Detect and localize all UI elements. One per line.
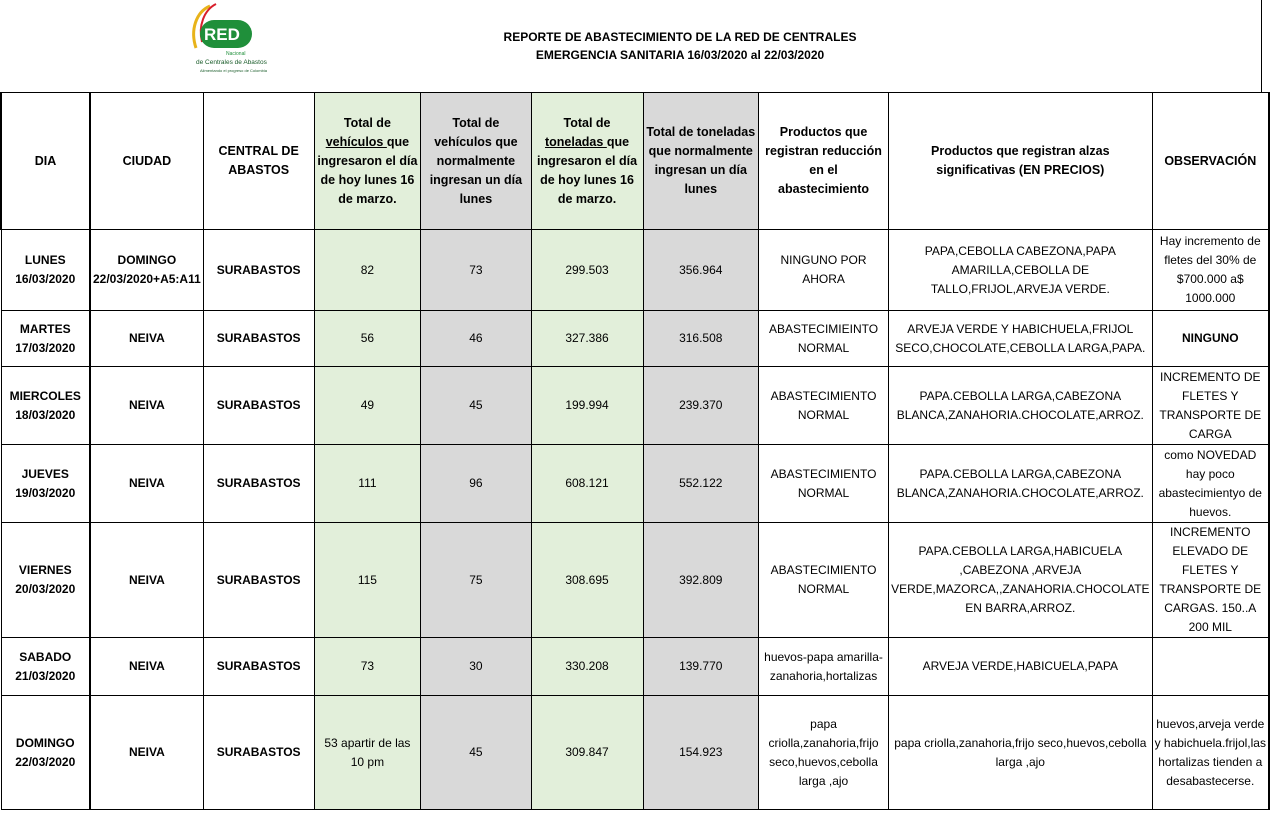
cell-dia: DOMINGO 22/03/2020 [1, 696, 90, 810]
cell-observacion: INCREMENTO DE FLETES Y TRANSPORTE DE CARGA [1152, 367, 1269, 445]
cell-dia: LUNES 16/03/2020 [1, 230, 90, 311]
col-header-toneladas-ingresaron: Total de toneladas que ingresaron el día de hoy lunes 16 de marzo. [531, 93, 643, 230]
cell-toneladas-normal: 239.370 [643, 367, 758, 445]
cell-dia: JUEVES 19/03/2020 [1, 445, 90, 523]
red-logo [182, 2, 272, 80]
svg-text:RED: RED [204, 25, 240, 44]
cell-toneladas-normal: 356.964 [643, 230, 758, 311]
cell-toneladas-normal: 392.809 [643, 523, 758, 638]
cell-toneladas-normal: 139.770 [643, 638, 758, 696]
cell-vehiculos-normal: 45 [421, 696, 531, 810]
cell-central: SURABASTOS [203, 696, 314, 810]
cell-central: SURABASTOS [203, 445, 314, 523]
table-row [1, 367, 1269, 445]
cell-ciudad: NEIVA [90, 367, 203, 445]
table-row [1, 311, 1269, 367]
col-header-vehiculos-ingresaron: Total de vehículos que ingresaron el día de hoy lunes 16 de marzo. [314, 93, 421, 230]
cell-vehiculos-ingresaron: 82 [314, 230, 421, 311]
col-header-ciudad: CIUDAD [90, 93, 203, 230]
table-row [1, 523, 1269, 638]
cell-central: SURABASTOS [203, 230, 314, 311]
cell-alzas: PAPA,CEBOLLA CABEZONA,PAPA AMARILLA,CEBOLLA DE TALLO,FRIJOL,ARVEJA VERDE. [889, 230, 1152, 311]
table-row [1, 445, 1269, 523]
cell-observacion: INCREMENTO ELEVADO DE FLETES Y TRANSPORTE DE CARGAS. 150..A 200 MIL [1152, 523, 1269, 638]
cell-observacion: Hay incremento de fletes del 30% de $700.000 a$ 1000.000 [1152, 230, 1269, 311]
svg-text:Nacional: Nacional [226, 51, 246, 57]
col-header-vehiculos-normal: Total de vehículos que normalmente ingresan un día lunes [421, 93, 531, 230]
cell-alzas: PAPA.CEBOLLA LARGA,CABEZONA BLANCA,ZANAHORIA.CHOCOLATE,ARROZ. [889, 445, 1152, 523]
cell-dia: SABADO 21/03/2020 [1, 638, 90, 696]
sheet-border [1261, 0, 1262, 92]
cell-vehiculos-ingresaron: 111 [314, 445, 421, 523]
cell-vehiculos-normal: 75 [421, 523, 531, 638]
col-header-reduccion: Productos que registran reducción en el abastecimiento [759, 93, 889, 230]
cell-vehiculos-ingresaron: 73 [314, 638, 421, 696]
cell-ciudad: NEIVA [90, 523, 203, 638]
cell-toneladas-ingresaron: 308.695 [531, 523, 643, 638]
header-row [1, 93, 1269, 230]
cell-toneladas-ingresaron: 299.503 [531, 230, 643, 311]
cell-central: SURABASTOS [203, 311, 314, 367]
cell-central: SURABASTOS [203, 367, 314, 445]
cell-ciudad: NEIVA [90, 311, 203, 367]
cell-ciudad: DOMINGO 22/03/2020+A5:A11 [90, 230, 203, 311]
report-title [450, 28, 910, 64]
cell-reduccion: papa criolla,zanahoria,frijo seco,huevos,cebolla larga ,ajo [759, 696, 889, 810]
cell-alzas: ARVEJA VERDE Y HABICHUELA,FRIJOL SECO,CHOCOLATE,CEBOLLA LARGA,PAPA. [889, 311, 1152, 367]
cell-ciudad: NEIVA [90, 638, 203, 696]
col-header-dia: DIA [1, 93, 90, 230]
cell-reduccion: ABASTECIMIENTO NORMAL [759, 367, 889, 445]
cell-toneladas-ingresaron: 309.847 [531, 696, 643, 810]
cell-ciudad: NEIVA [90, 445, 203, 523]
report-title-line1: REPORTE DE ABASTECIMIENTO DE LA RED DE CENTRALES [503, 30, 857, 44]
cell-toneladas-normal: 552.122 [643, 445, 758, 523]
cell-toneladas-normal: 154.923 [643, 696, 758, 810]
cell-vehiculos-normal: 96 [421, 445, 531, 523]
report-header [0, 0, 1270, 92]
col-header-central: CENTRAL DE ABASTOS [203, 93, 314, 230]
cell-observacion: como NOVEDAD hay poco abastecimientyo de huevos. [1152, 445, 1269, 523]
table-row [1, 638, 1269, 696]
cell-reduccion: ABASTECIMIEINTO NORMAL [759, 311, 889, 367]
cell-observacion: huevos,arveja verde y habichuela.frijol,las hortalizas tienden a desabastecerse. [1152, 696, 1269, 810]
cell-alzas: papa criolla,zanahoria,frijo seco,huevos,cebolla larga ,ajo [889, 696, 1152, 810]
cell-reduccion: NINGUNO POR AHORA [759, 230, 889, 311]
cell-vehiculos-ingresaron: 53 apartir de las 10 pm [314, 696, 421, 810]
cell-vehiculos-normal: 30 [421, 638, 531, 696]
table-row [1, 696, 1269, 810]
cell-dia: VIERNES 20/03/2020 [1, 523, 90, 638]
cell-reduccion: ABASTECIMIENTO NORMAL [759, 445, 889, 523]
cell-alzas: ARVEJA VERDE,HABICUELA,PAPA [889, 638, 1152, 696]
cell-vehiculos-ingresaron: 115 [314, 523, 421, 638]
report-title-line2: EMERGENCIA SANITARIA 16/03/2020 al 22/03/2020 [535, 48, 825, 62]
table-row [1, 230, 1269, 311]
cell-dia: MIERCOLES 18/03/2020 [1, 367, 90, 445]
cell-toneladas-ingresaron: 330.208 [531, 638, 643, 696]
cell-observacion: NINGUNO [1152, 311, 1269, 367]
cell-toneladas-ingresaron: 608.121 [531, 445, 643, 523]
svg-text:Alimentando el progreso de Col: Alimentando el progreso de Colombia [200, 68, 267, 73]
cell-ciudad: NEIVA [90, 696, 203, 810]
cell-alzas: PAPA.CEBOLLA LARGA,HABICUELA ,CABEZONA ,ARVEJA VERDE,MAZORCA,,ZANAHORIA.CHOCOLATE EN BARRA,ARROZ. [889, 523, 1152, 638]
cell-reduccion: huevos-papa amarilla-zanahoria,hortalizas [759, 638, 889, 696]
cell-toneladas-ingresaron: 199.994 [531, 367, 643, 445]
cell-central: SURABASTOS [203, 523, 314, 638]
col-header-observacion: OBSERVACIÓN [1152, 93, 1269, 230]
cell-vehiculos-ingresaron: 49 [314, 367, 421, 445]
cell-vehiculos-normal: 73 [421, 230, 531, 311]
cell-dia: MARTES 17/03/2020 [1, 311, 90, 367]
col-header-toneladas-normal: Total de toneladas que normalmente ingresan un día lunes [643, 93, 758, 230]
cell-vehiculos-ingresaron: 56 [314, 311, 421, 367]
cell-toneladas-ingresaron: 327.386 [531, 311, 643, 367]
cell-vehiculos-normal: 45 [421, 367, 531, 445]
cell-toneladas-normal: 316.508 [643, 311, 758, 367]
cell-reduccion: ABASTECIMIENTO NORMAL [759, 523, 889, 638]
supply-report-table [0, 92, 1270, 810]
svg-text:de Centrales de Abastos: de Centrales de Abastos [196, 59, 267, 66]
col-header-alzas: Productos que registran alzas significativas (EN PRECIOS) [889, 93, 1152, 230]
cell-alzas: PAPA.CEBOLLA LARGA,CABEZONA BLANCA,ZANAHORIA.CHOCOLATE,ARROZ. [889, 367, 1152, 445]
cell-central: SURABASTOS [203, 638, 314, 696]
cell-observacion [1152, 638, 1269, 696]
cell-vehiculos-normal: 46 [421, 311, 531, 367]
